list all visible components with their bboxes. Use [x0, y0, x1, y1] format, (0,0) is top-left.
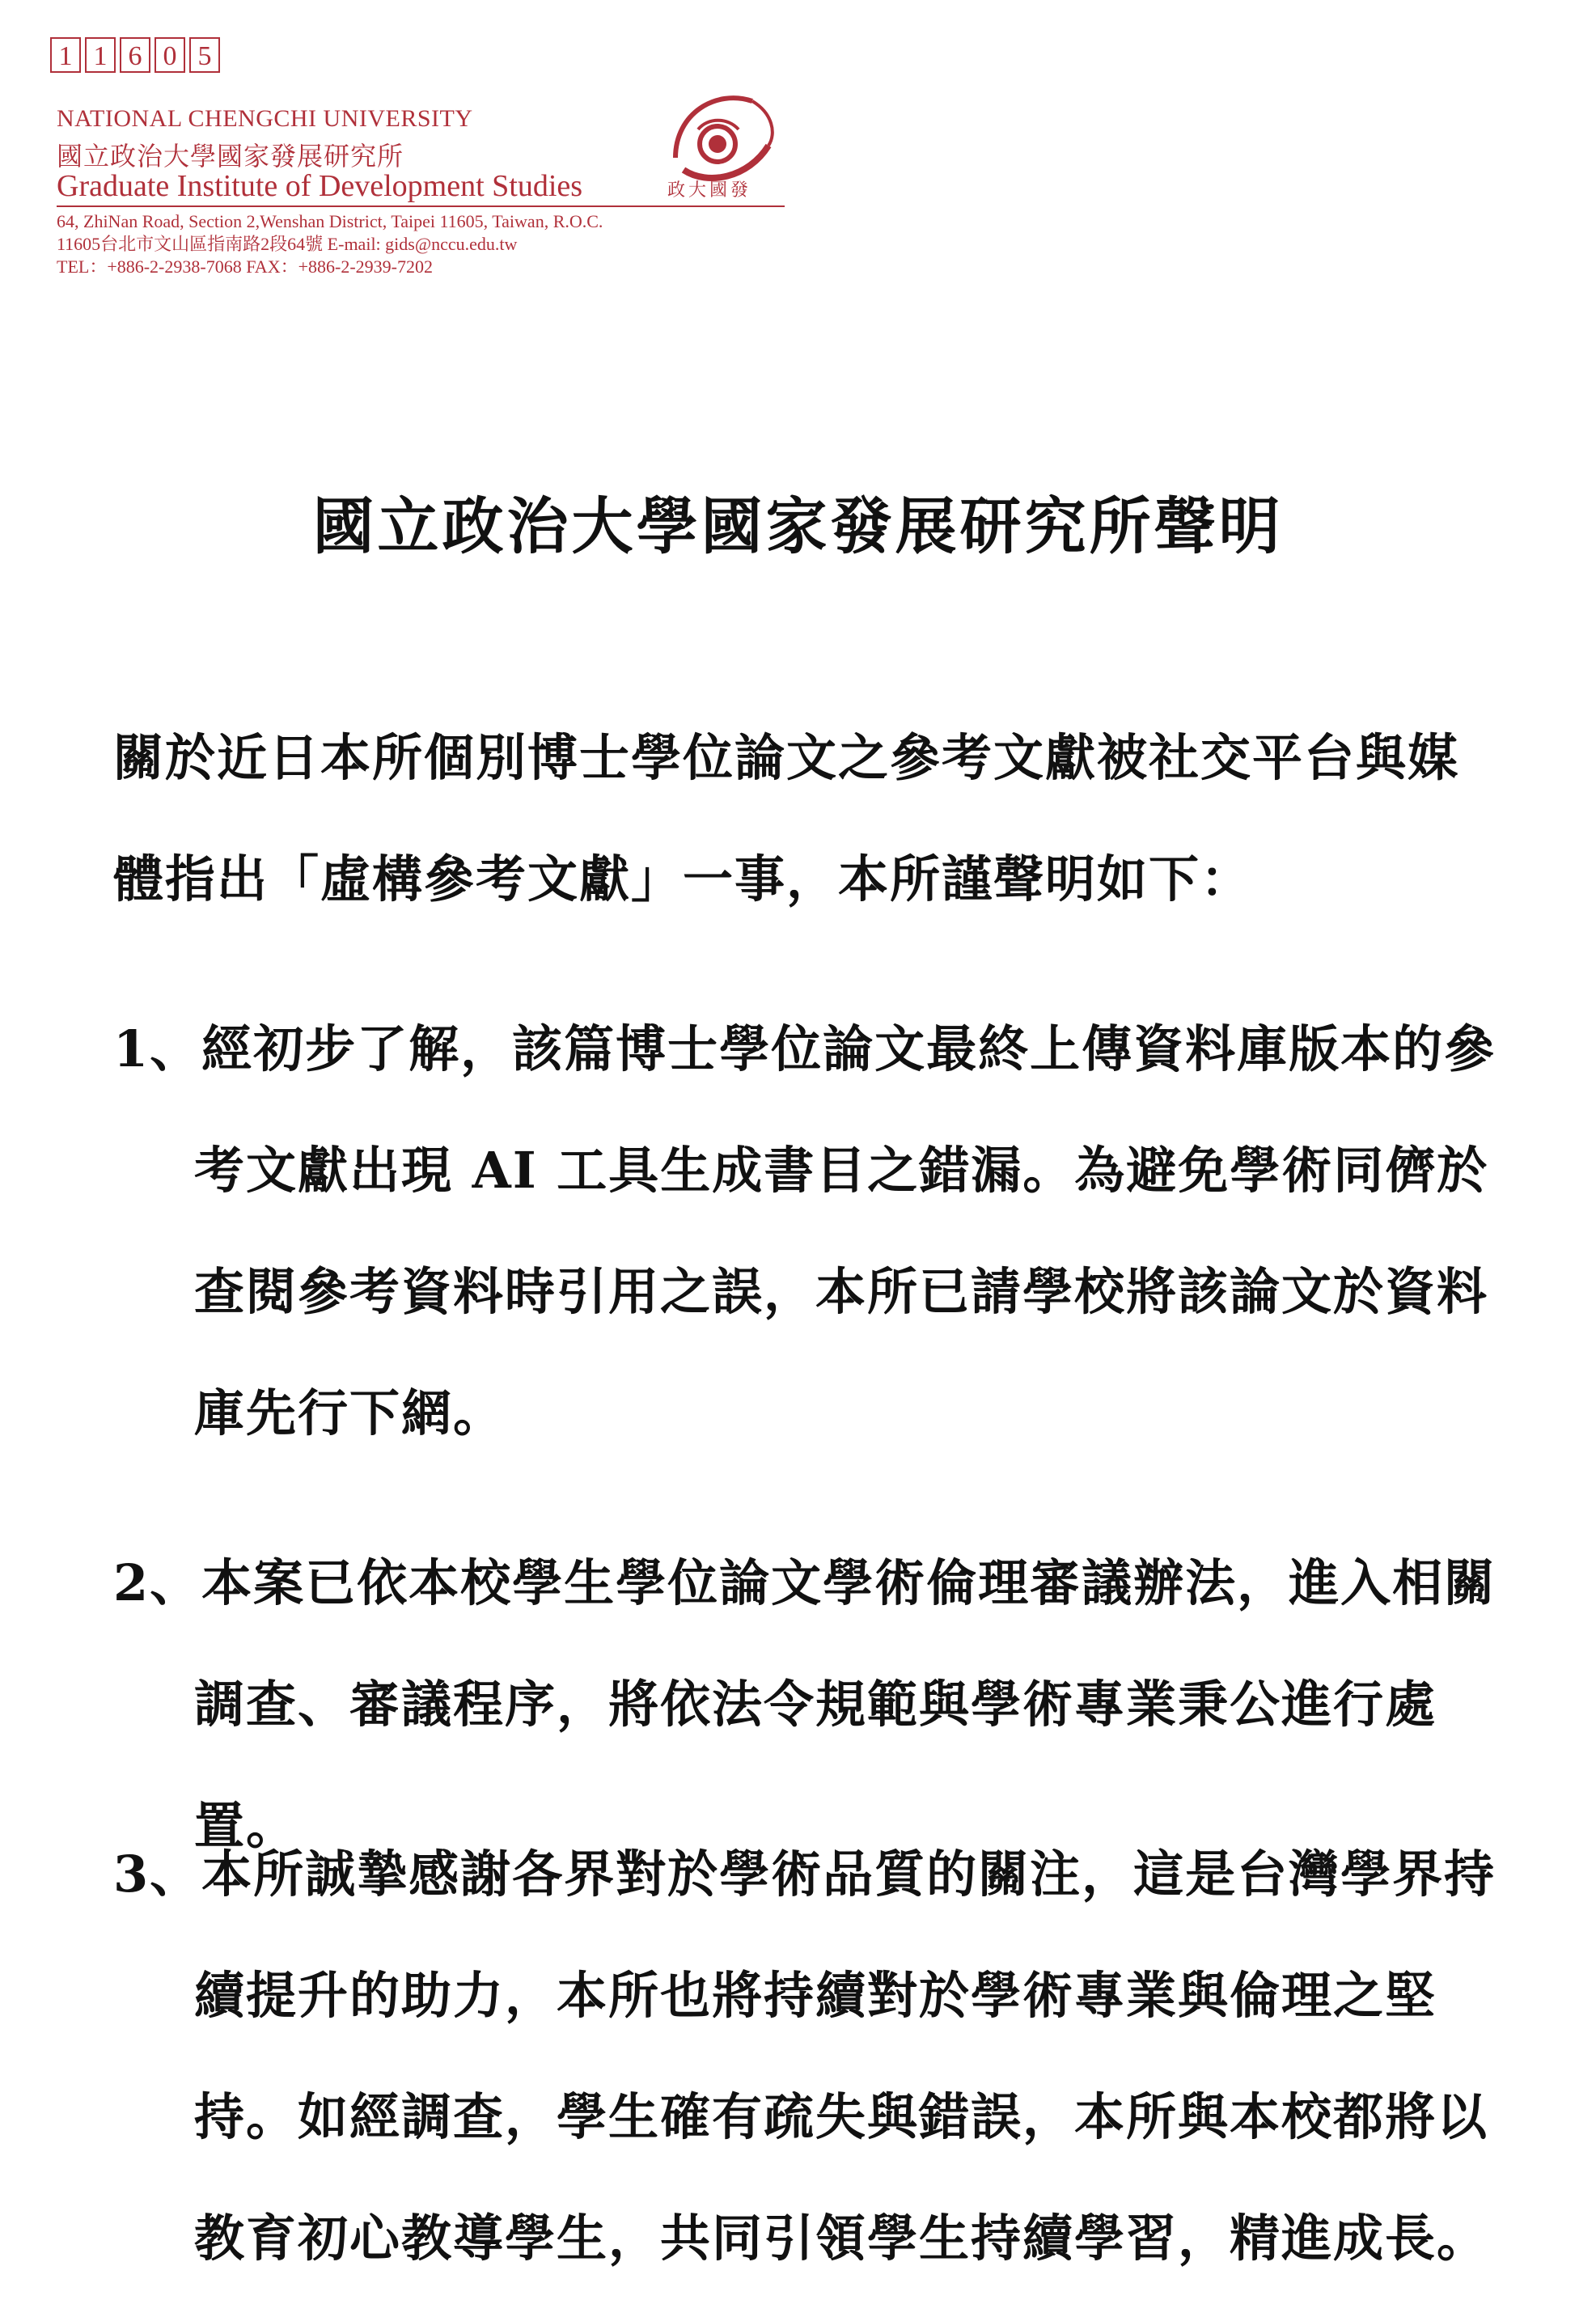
statement-item-3: 3、本所誠摯感謝各界對於學術品質的關注，這是台灣學界持續提升的助力，本所也將持續對於學術專業與倫理之堅持。如經調查，學生確有疏失與錯誤，本所與本校都將以教育初心教導學生，共同引領學生持續學習，精進成長。	[113, 1845, 1497, 2268]
university-name-en: NATIONAL CHENGCHI UNIVERSITY	[57, 105, 473, 132]
postal-code-boxes	[50, 37, 220, 73]
postal-digit: 1	[50, 37, 81, 73]
address-zh: 11605台北市文山區指南路2段64號 E-mail: gids@nccu.edu.tw	[57, 234, 518, 254]
postal-digit: 1	[85, 37, 116, 73]
institute-name-zh: 國立政治大學國家發展研究所	[57, 142, 404, 171]
statement-item-2: 2、本案已依本校學生學位論文學術倫理審議辦法，進入相關調查、審議程序，將依法令規範與學術專業秉公進行處置。	[113, 1553, 1497, 1855]
postal-digit: 5	[189, 37, 220, 73]
statement-item-1: 1、經初步了解，該篇博士學位論文最終上傳資料庫版本的參考文獻出現 AI 工具生成書目之錯漏。為避免學術同儕於查閱參考資料時引用之誤，本所已請學校將該論文於資料庫先行下網。	[113, 1019, 1497, 1442]
institute-name-en: Graduate Institute of Development Studies	[57, 169, 583, 203]
letterhead-address	[57, 210, 603, 278]
contact-line: TEL：+886-2-2938-7068 FAX：+886-2-2939-7202	[57, 256, 433, 277]
postal-digit: 0	[155, 37, 185, 73]
postal-digit: 6	[120, 37, 150, 73]
letterhead-rule	[57, 205, 785, 207]
logo-caption: 政大國發	[667, 180, 752, 201]
document-title: 國立政治大學國家發展研究所聲明	[312, 490, 1284, 562]
intro-paragraph: 關於近日本所個別博士學位論文之參考文獻被社交平台與媒體指出「虛構參考文獻」一事，本所謹聲明如下：	[113, 728, 1460, 909]
address-en: 64, ZhiNan Road, Section 2,Wenshan District, Taipei 11605, Taiwan, R.O.C.	[57, 211, 603, 231]
